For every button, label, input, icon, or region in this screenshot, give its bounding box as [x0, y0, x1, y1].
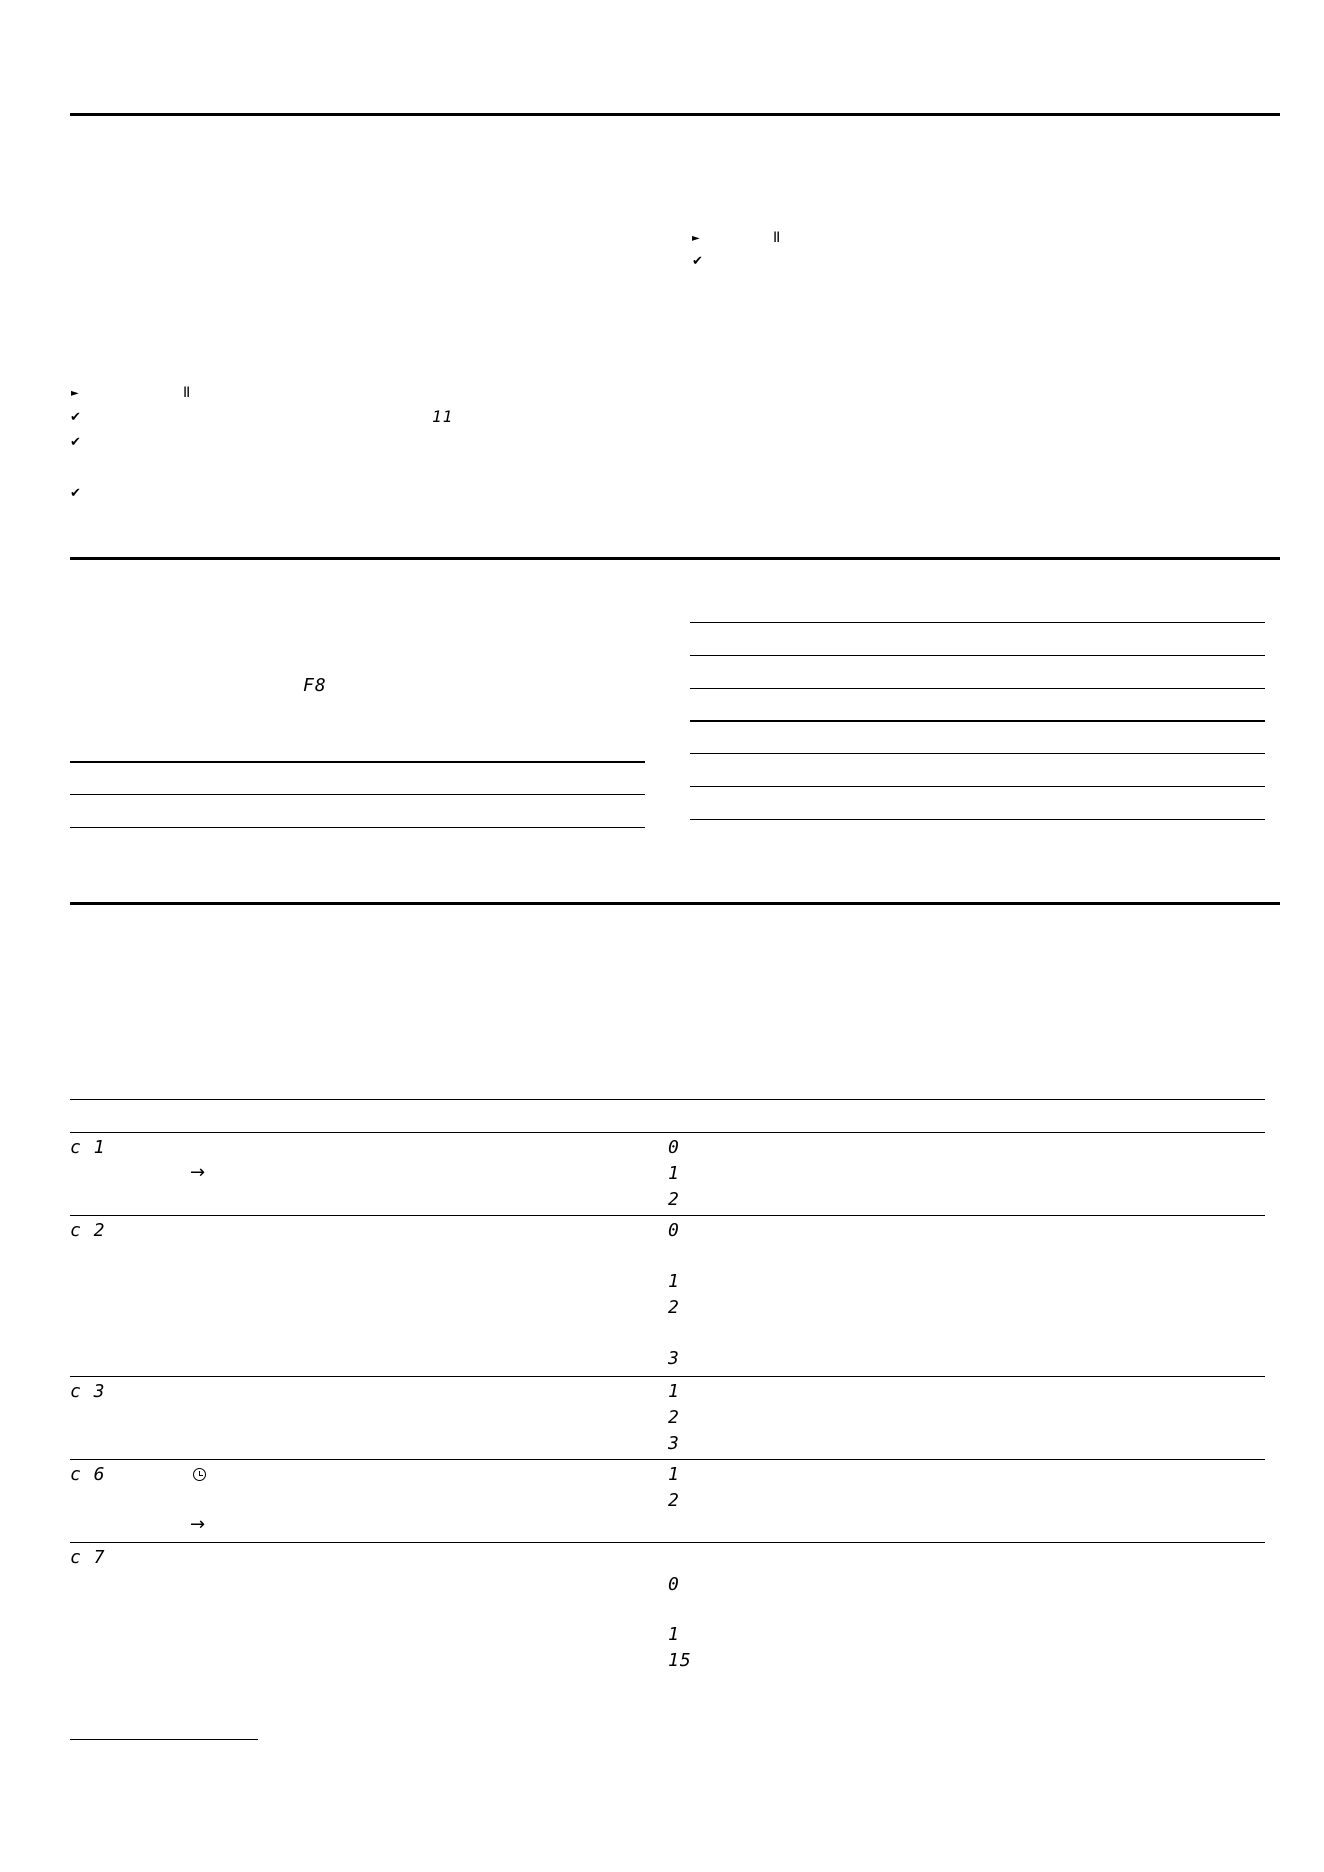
table-rule: [690, 688, 1265, 689]
setting-value: 2: [668, 1189, 680, 1210]
table-row-rule: [70, 1376, 1265, 1377]
setting-value: 1: [668, 1624, 680, 1645]
setting-value: 0: [668, 1137, 680, 1158]
table-row-rule: [70, 1459, 1265, 1460]
table-rule: [690, 655, 1265, 656]
pause-icon: II: [183, 385, 190, 401]
setting-code: c 2: [70, 1220, 106, 1241]
check-marker-icon: ✔: [70, 435, 81, 450]
check-marker-icon: ✔: [70, 486, 81, 501]
table-rule: [690, 753, 1265, 754]
setting-value: 3: [668, 1433, 680, 1454]
setting-code: c 1: [70, 1137, 106, 1158]
table-rule: [690, 720, 1265, 722]
arrow-icon: →: [190, 1514, 206, 1535]
setting-code: c 6: [70, 1464, 106, 1485]
table-rule: [70, 794, 645, 795]
check-marker-icon: ✔: [70, 410, 81, 425]
setting-code: c 7: [70, 1547, 106, 1568]
footnote-rule: [70, 1739, 258, 1740]
setting-value: 0: [668, 1574, 680, 1595]
setting-value: 15: [668, 1650, 692, 1671]
setting-value: 1: [668, 1381, 680, 1402]
table-rule: [70, 827, 645, 828]
table-rule: [690, 819, 1265, 820]
section-rule-bottom: [70, 902, 1280, 905]
clock-icon: [193, 1468, 206, 1481]
table-header-rule: [70, 1132, 1265, 1133]
arrow-icon: →: [190, 1162, 206, 1183]
section-rule-middle: [70, 557, 1280, 560]
play-marker-icon: ►: [71, 388, 79, 399]
setting-value: 3: [668, 1348, 680, 1369]
segment-display-value: 11: [432, 407, 454, 426]
setting-code: c 3: [70, 1381, 106, 1402]
section-rule-top: [70, 113, 1280, 116]
setting-value: 2: [668, 1490, 680, 1511]
error-code-display: F8: [303, 675, 327, 696]
setting-value: 2: [668, 1407, 680, 1428]
table-rule: [690, 622, 1265, 623]
play-marker-icon: ►: [692, 233, 700, 244]
table-header-rule: [70, 1099, 1265, 1100]
table-row-rule: [70, 1215, 1265, 1216]
setting-value: 2: [668, 1297, 680, 1318]
table-row-rule: [70, 1542, 1265, 1543]
table-rule: [70, 761, 645, 763]
setting-value: 1: [668, 1163, 680, 1184]
setting-value: 0: [668, 1220, 680, 1241]
table-rule: [690, 786, 1265, 787]
pause-icon: II: [773, 230, 780, 246]
setting-value: 1: [668, 1271, 680, 1292]
setting-value: 1: [668, 1464, 680, 1485]
check-marker-icon: ✔: [692, 254, 703, 269]
